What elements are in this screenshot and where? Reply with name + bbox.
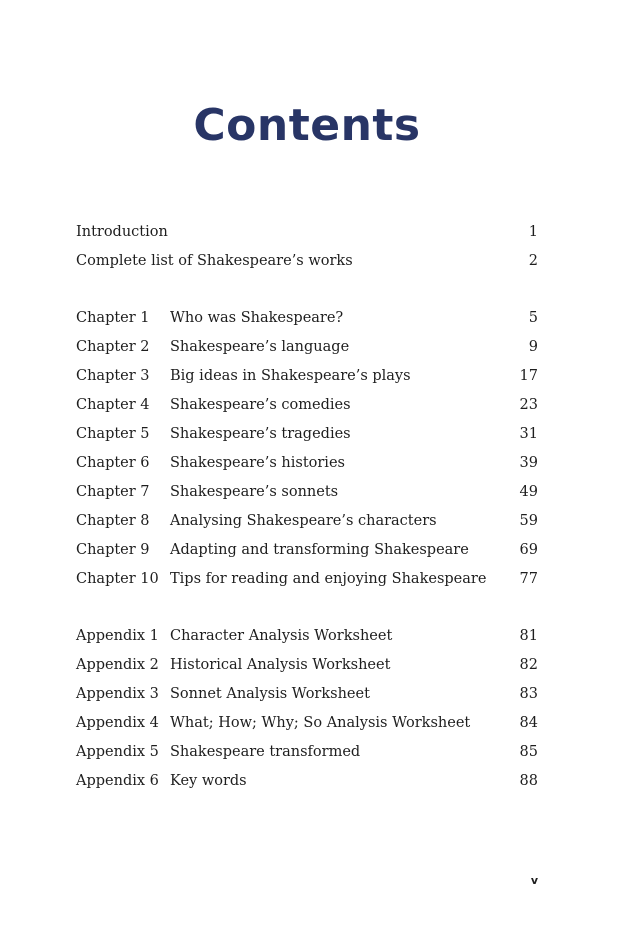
entry-title: Tips for reading and enjoying Shakespeare	[170, 571, 487, 587]
entry-page-number: 81	[519, 628, 538, 644]
entry-title: Historical Analysis Worksheet	[170, 657, 391, 673]
toc-entry-appendix[interactable]	[76, 709, 538, 738]
toc-entry-chapter[interactable]	[76, 333, 538, 362]
entry-page-number: 39	[519, 455, 538, 471]
entry-label: Chapter 8	[76, 513, 150, 529]
entry-title: Who was Shakespeare?	[170, 310, 344, 326]
toc-entry-appendix[interactable]	[76, 622, 538, 651]
entry-page-number: 1	[528, 224, 538, 240]
entry-label: Chapter 7	[76, 484, 150, 500]
page-number: v	[530, 874, 538, 887]
toc-entry-front-matter[interactable]	[76, 247, 538, 276]
toc-entry-appendix[interactable]	[76, 680, 538, 709]
toc-entry-chapter[interactable]	[76, 449, 538, 478]
toc-entry-chapter[interactable]	[76, 391, 538, 420]
toc-entry-chapter[interactable]	[76, 420, 538, 449]
entry-page-number: 17	[519, 368, 538, 384]
entry-title: Adapting and transforming Shakespeare	[170, 542, 469, 558]
entry-label: Appendix 4	[76, 715, 159, 731]
entry-title: Shakespeare transformed	[170, 744, 361, 760]
entry-label: Appendix 2	[76, 657, 159, 673]
entry-label: Chapter 6	[76, 455, 150, 471]
entry-page-number: 77	[519, 571, 538, 587]
toc-entry-chapter[interactable]	[76, 536, 538, 565]
entry-label: Introduction	[76, 224, 168, 240]
entry-label: Chapter 1	[76, 310, 150, 326]
entry-page-number: 5	[528, 310, 538, 326]
entry-title: Shakespeare’s language	[170, 339, 350, 355]
toc-entry-chapter[interactable]	[76, 565, 538, 594]
entry-title: Shakespeare’s histories	[170, 455, 345, 471]
entry-title: Shakespeare’s comedies	[170, 397, 351, 413]
entry-page-number: 9	[528, 339, 538, 355]
entry-title: Character Analysis Worksheet	[170, 628, 393, 644]
toc-entry-chapter[interactable]	[76, 507, 538, 536]
entry-title: Key words	[170, 773, 247, 789]
toc-entry-appendix[interactable]	[76, 738, 538, 767]
entry-label: Chapter 3	[76, 368, 150, 384]
toc-entry-chapter[interactable]	[76, 478, 538, 507]
entry-label: Appendix 6	[76, 773, 159, 789]
toc-entry-appendix[interactable]	[76, 651, 538, 680]
entry-title: Shakespeare’s sonnets	[170, 484, 339, 500]
toc-entry-chapter[interactable]	[76, 362, 538, 391]
entry-page-number: 23	[519, 397, 538, 413]
entry-label: Appendix 5	[76, 744, 159, 760]
chapter-list	[76, 304, 538, 594]
table-of-contents	[76, 218, 538, 796]
toc-entry-chapter[interactable]	[76, 304, 538, 333]
entry-label: Complete list of Shakespeare’s works	[76, 253, 353, 269]
entry-page-number: 69	[519, 542, 538, 558]
entry-label: Chapter 10	[76, 571, 159, 587]
entry-page-number: 88	[519, 773, 538, 789]
entry-page-number: 84	[519, 715, 538, 731]
entry-label: Chapter 4	[76, 397, 150, 413]
entry-label: Appendix 1	[76, 628, 159, 644]
toc-entry-appendix[interactable]	[76, 767, 538, 796]
entry-label: Chapter 5	[76, 426, 150, 442]
entry-title: Big ideas in Shakespeare’s plays	[170, 368, 411, 384]
entry-label: Appendix 3	[76, 686, 159, 702]
entry-title: What; How; Why; So Analysis Worksheet	[170, 715, 471, 731]
entry-page-number: 49	[519, 484, 538, 500]
front-matter-list	[76, 218, 538, 276]
entry-title: Shakespeare’s tragedies	[170, 426, 351, 442]
entry-page-number: 82	[519, 657, 538, 673]
entry-title: Analysing Shakespeare’s characters	[170, 513, 437, 529]
entry-page-number: 59	[519, 513, 538, 529]
entry-page-number: 2	[528, 253, 538, 269]
entry-page-number: 85	[519, 744, 538, 760]
appendix-list	[76, 622, 538, 796]
entry-label: Chapter 9	[76, 542, 150, 558]
entry-label: Chapter 2	[76, 339, 150, 355]
entry-title: Sonnet Analysis Worksheet	[170, 686, 370, 702]
page-title: Contents	[193, 100, 421, 151]
toc-entry-front-matter[interactable]	[76, 218, 538, 247]
entry-page-number: 83	[519, 686, 538, 702]
entry-page-number: 31	[519, 426, 538, 442]
